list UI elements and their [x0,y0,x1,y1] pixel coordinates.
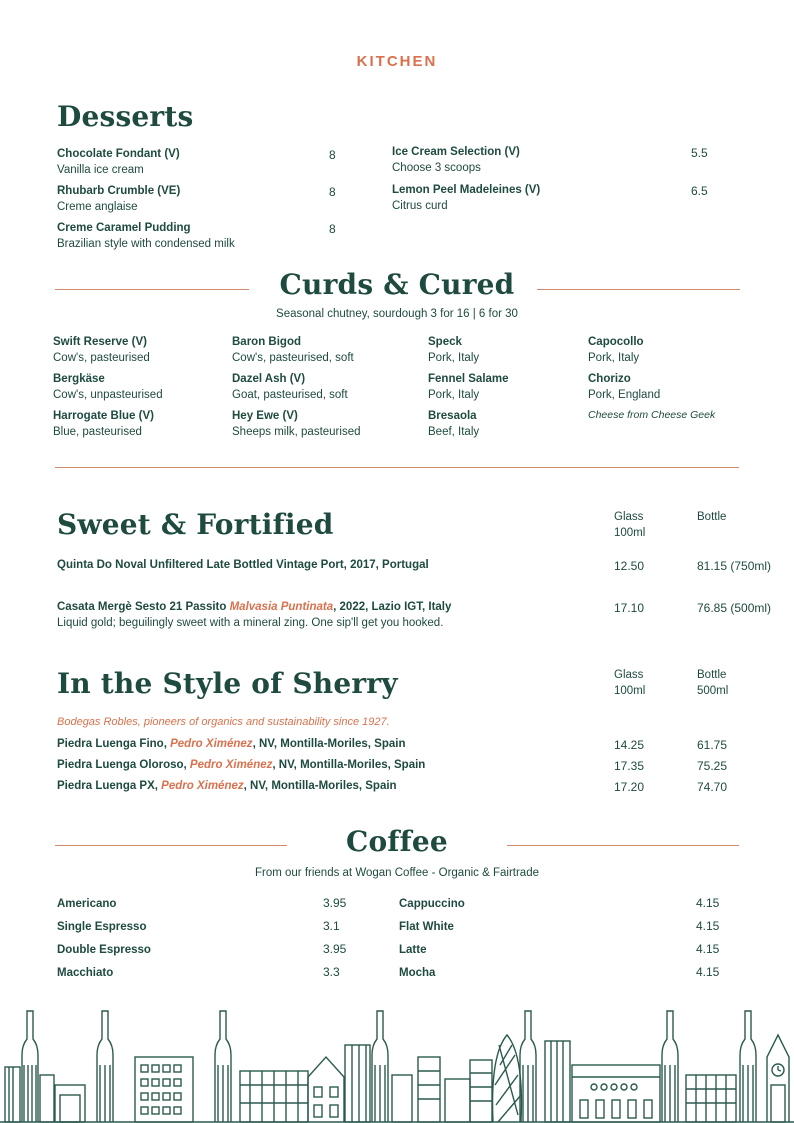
coffee-price: 3.3 [323,965,340,979]
coffee-name: Macchiato [57,967,114,979]
dessert-name: Chocolate Fondant (V) [57,148,180,160]
sherry-name-part: , NV, Montilla-Moriles, Spain [272,759,426,771]
wine-desc: Liquid gold; beguilingly sweet with a mineral zing. One sip'll get you hooked. [57,617,444,629]
coffee-price: 4.15 [696,896,720,910]
glass-header [614,509,645,541]
sherry-bottle-price: 75.25 [697,759,728,773]
dessert-name: Rhubarb Crumble (VE) [57,185,181,197]
coffee-price: 3.95 [323,942,347,956]
grape-variety: Malvasia Puntinata [229,601,334,613]
wine-glass-price: 17.10 [614,601,645,615]
divider-left [55,845,287,846]
dessert-desc: Creme anglaise [57,201,138,213]
wine-name-part: Casata Mergè Sesto 21 Passito [57,601,230,613]
divider-right [507,845,739,846]
coffee-price: 4.15 [696,919,720,933]
dessert-desc: Vanilla ice cream [57,164,144,176]
dessert-name: Creme Caramel Pudding [57,222,191,234]
section-divider [55,467,739,468]
wine-bottle-price: 81.15 (750ml) [697,559,772,573]
curds-subtitle: Seasonal chutney, sourdough 3 for 16 | 6 for 30 [276,308,518,320]
cheese-desc: Cow's, pasteurised, soft [232,352,354,364]
dessert-price: 5.5 [691,146,708,160]
divider-right [537,289,740,290]
dessert-price: 8 [329,185,336,199]
coffee-subtitle: From our friends at Wogan Coffee - Organic & Fairtrade [254,867,539,879]
wine-bottle-price: 76.85 (500ml) [697,601,772,615]
sherry-name-part: Piedra Luenga Fino, [57,738,171,750]
coffee-name: Flat White [399,921,454,933]
sherry-intro: Bodegas Robles, pioneers of organics and sustainability since 1927. [57,716,390,728]
sherry-name [57,738,406,750]
dessert-desc: Choose 3 scoops [392,162,481,174]
cheese-name: Hey Ewe (V) [232,410,298,422]
sherry-glass-price: 14.25 [614,738,645,752]
cheese-name: Dazel Ash (V) [232,373,306,385]
glass-size: 100ml [614,527,646,539]
sherry-name-part: , NV, Montilla-Moriles, Spain [252,738,406,750]
desserts-title: Desserts [57,100,194,133]
dessert-name: Lemon Peel Madeleines (V) [392,184,541,196]
coffee-price: 4.15 [696,965,720,979]
curds-title: Curds & Cured [279,268,515,301]
cured-desc: Pork, Italy [428,352,480,364]
sherry-glass-price: 17.20 [614,780,645,794]
sherry-bottle-price: 74.70 [697,780,728,794]
cheese-name: Harrogate Blue (V) [53,410,154,422]
sherry-bottle-price: 61.75 [697,738,728,752]
sherry-name [57,780,397,792]
cheese-name: Swift Reserve (V) [53,336,147,348]
cheese-desc: Cow's, unpasteurised [53,389,163,401]
wine-glass-price: 12.50 [614,559,645,573]
cheese-desc: Blue, pasteurised [53,426,142,438]
cured-desc: Pork, England [588,389,661,401]
sweet-fortified-title: Sweet & Fortified [57,508,334,541]
cured-desc: Beef, Italy [428,426,480,438]
cured-desc: Pork, Italy [588,352,640,364]
coffee-name: Single Espresso [57,921,147,933]
wine-name: Quinta Do Noval Unfiltered Late Bottled Vintage Port, 2017, Portugal [57,559,429,571]
cured-name: Bresaola [428,410,477,422]
sherry-name-part: Piedra Luenga Oloroso, [57,759,190,771]
cheese-desc: Sheeps milk, pasteurised [232,426,361,438]
cheese-desc: Goat, pasteurised, soft [232,389,348,401]
city-skyline-icon [0,1005,794,1123]
cured-name: Capocollo [588,336,644,348]
grape-variety: Pedro Ximénez [170,738,253,750]
coffee-name: Latte [399,944,427,956]
coffee-name: Americano [57,898,117,910]
sherry-title: In the Style of Sherry [57,667,398,700]
bottle-header: Bottle [697,511,727,523]
cured-name: Speck [428,336,462,348]
cheese-name: Bergkäse [53,373,105,385]
dessert-price: 8 [329,148,336,162]
cured-desc: Pork, Italy [428,389,480,401]
divider-left [55,289,249,290]
dessert-name: Ice Cream Selection (V) [392,146,520,158]
dessert-price: 6.5 [691,184,708,198]
coffee-price: 4.15 [696,942,720,956]
coffee-title: Coffee [346,825,448,858]
sherry-glass-price: 17.35 [614,759,645,773]
cheese-supplier-note: Cheese from Cheese Geek [588,409,716,421]
dessert-desc: Citrus curd [392,200,448,212]
sherry-name [57,759,425,771]
cured-name: Fennel Salame [428,373,509,385]
grape-variety: Pedro Ximénez [161,780,244,792]
cheese-desc: Cow's, pasteurised [53,352,150,364]
cured-name: Chorizo [588,373,631,385]
glass-header [614,667,645,699]
coffee-price: 3.95 [323,896,347,910]
wine-name [57,601,451,613]
dessert-price: 8 [329,222,336,236]
coffee-name: Cappuccino [399,898,465,910]
coffee-name: Mocha [399,967,436,979]
grape-variety: Pedro Ximénez [189,759,273,771]
bottle-size: 500ml [697,685,729,697]
coffee-price: 3.1 [323,919,340,933]
brand-header: KITCHEN [356,53,438,70]
glass-label: Glass [614,669,644,681]
coffee-name: Double Espresso [57,944,151,956]
wine-name-part: , 2022, Lazio IGT, Italy [333,601,452,613]
sherry-name-part: , NV, Montilla-Moriles, Spain [243,780,397,792]
glass-size: 100ml [614,685,646,697]
cheese-name: Baron Bigod [232,336,301,348]
bottle-label: Bottle [697,669,727,681]
glass-label: Glass [614,511,644,523]
bottle-header [697,667,728,699]
dessert-desc: Brazilian style with condensed milk [57,238,235,250]
sherry-name-part: Piedra Luenga PX, [57,780,162,792]
